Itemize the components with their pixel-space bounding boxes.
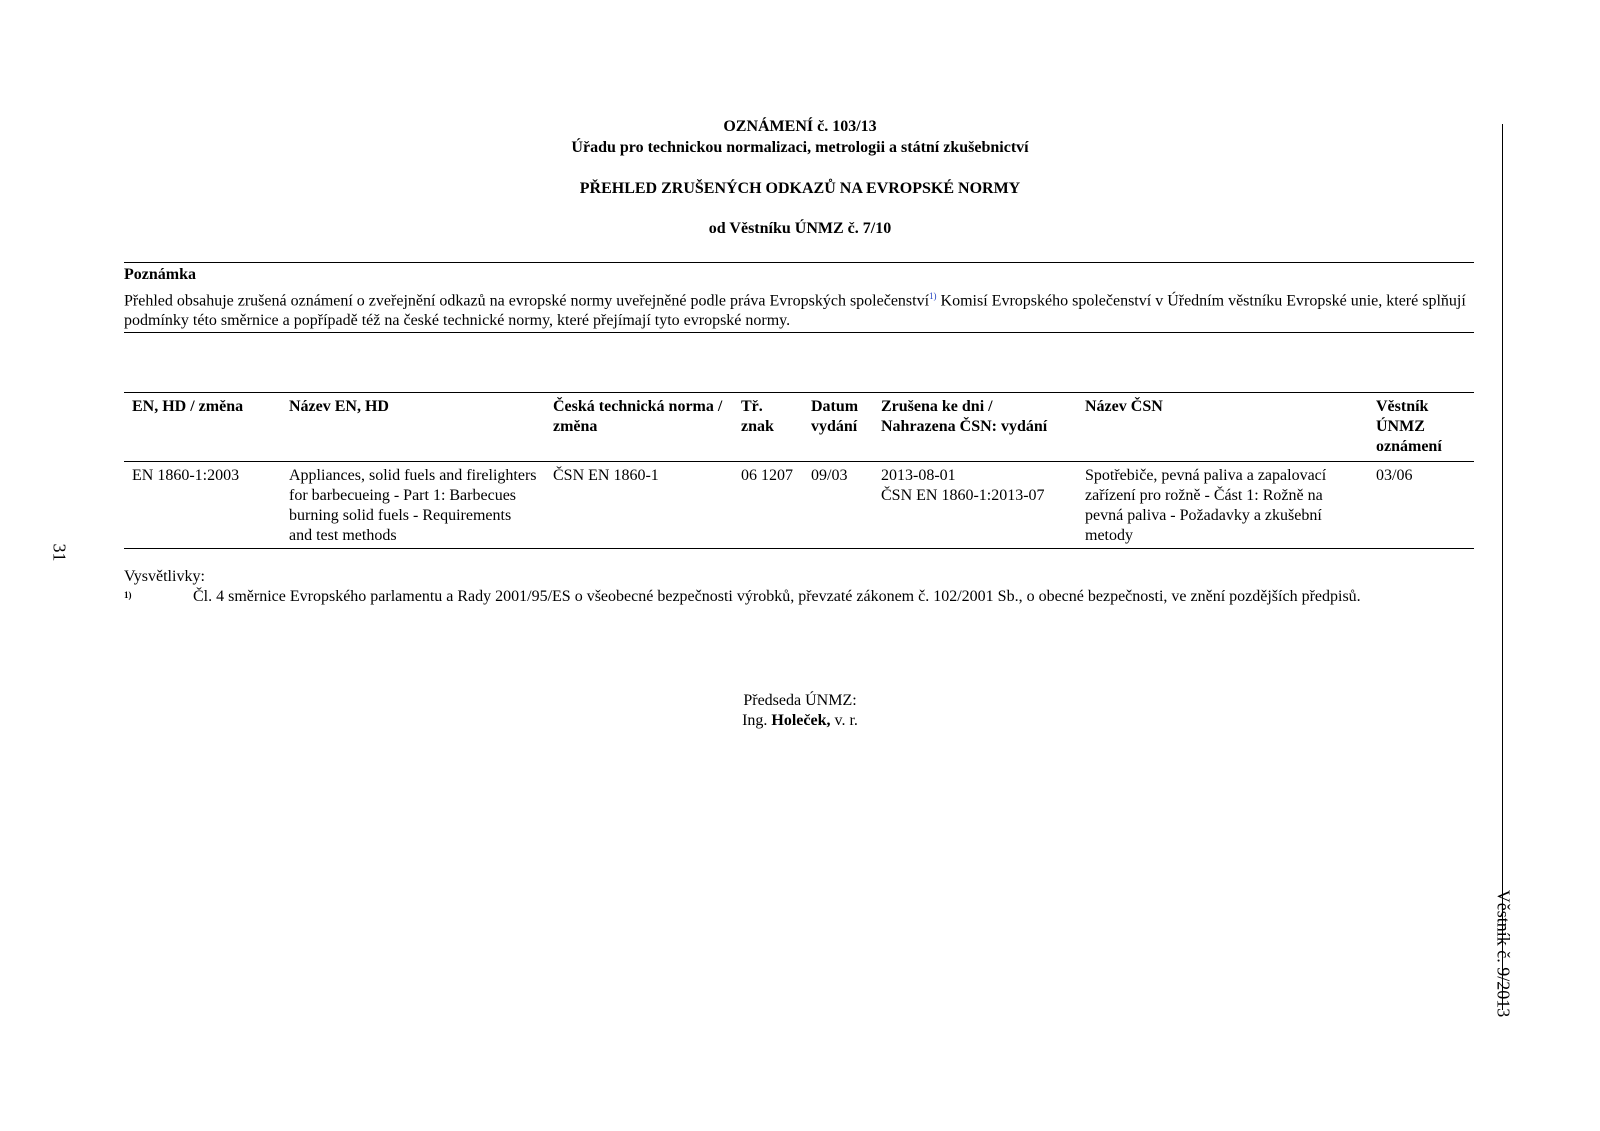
footnote-mark: 1) bbox=[124, 590, 132, 600]
notice-number: OZNÁMENÍ č. 103/13 bbox=[723, 118, 877, 135]
withdrawn-date: 2013-08-01 bbox=[881, 467, 956, 484]
cell-bulletin: 03/06 bbox=[1368, 462, 1474, 549]
signature-name-line bbox=[0, 712, 1600, 730]
bulletin-label: Věstník č. 9/2013 bbox=[1493, 889, 1514, 1018]
signature-title: Předseda ÚNMZ: bbox=[743, 692, 857, 709]
signature-prefix: Ing. bbox=[742, 712, 772, 729]
note-text-part-1: Přehled obsahuje zrušená oznámení o zveřejnění odkazů na evropské normy uveřejněné podle práva Evropských společenství bbox=[124, 292, 930, 310]
table-row bbox=[124, 462, 1474, 549]
note-bottom-rule bbox=[124, 332, 1474, 333]
cell-class-mark: 06 1207 bbox=[733, 462, 803, 549]
col-header-csn: Česká technická norma / změna bbox=[545, 393, 733, 462]
col-header-issue-date: Datum vydání bbox=[803, 393, 873, 462]
col-header-class-mark: Tř. znak bbox=[733, 393, 803, 462]
note-text-part-2: Komisí Evropského společenství v Úředním věstníku Evropské unie, které splňují podmínky této směrnice a popřípadě též na české technické normy, které přejímají tyto evropské normy. bbox=[124, 292, 1466, 330]
note-top-rule bbox=[124, 262, 1474, 263]
col-header-en-title: Název EN, HD bbox=[281, 393, 545, 462]
cell-csn-title: Spotřebiče, pevná paliva a zapalovací zařízení pro rožně - Část 1: Rožně na pevná paliva - Požadavky a zkušební metody bbox=[1077, 462, 1368, 549]
col-header-withdrawn: Zrušena ke dni / Nahrazena ČSN: vydání bbox=[873, 393, 1077, 462]
cell-csn: ČSN EN 1860-1 bbox=[545, 462, 733, 549]
col-header-bulletin: Věstník ÚNMZ oznámení bbox=[1368, 393, 1474, 462]
note-text bbox=[124, 286, 1469, 331]
signature-suffix: v. r. bbox=[830, 712, 858, 729]
withdrawn-norms-table bbox=[124, 392, 1474, 549]
footnote-reference-link[interactable]: 1) bbox=[929, 291, 937, 301]
cell-en-title: Appliances, solid fuels and firelighters for barbecueing - Part 1: Barbecues burning solid fuels - Requirements and test methods bbox=[281, 462, 545, 549]
note-title: Poznámka bbox=[124, 266, 196, 283]
col-header-csn-title: Název ČSN bbox=[1077, 393, 1368, 462]
cell-en-hd: EN 1860-1:2003 bbox=[124, 462, 281, 549]
signature-name: Holeček, bbox=[771, 712, 831, 729]
document-subtitle: od Věstníku ÚNMZ č. 7/10 bbox=[708, 220, 892, 237]
table-header-row bbox=[124, 393, 1474, 462]
replaced-by: ČSN EN 1860-1:2013-07 bbox=[881, 487, 1045, 504]
cell-withdrawn bbox=[873, 462, 1077, 549]
document-title: PŘEHLED ZRUŠENÝCH ODKAZŮ NA EVROPSKÉ NORMY bbox=[579, 180, 1021, 197]
footnote-text: Čl. 4 směrnice Evropského parlamentu a Rady 2001/95/ES o všeobecné bezpečnosti výrobků, převzaté zákonem č. 102/2001 Sb., o obecné bezpečnosti, ve znění pozdějších předpisů. bbox=[193, 588, 1361, 605]
cell-issue-date: 09/03 bbox=[803, 462, 873, 549]
issuing-authority: Úřadu pro technickou normalizaci, metrologii a státní zkušebnictví bbox=[571, 139, 1029, 156]
page-number: 31 bbox=[49, 543, 70, 562]
explanations-label: Vysvětlivky: bbox=[124, 568, 205, 585]
col-header-en-hd: EN, HD / změna bbox=[124, 393, 281, 462]
